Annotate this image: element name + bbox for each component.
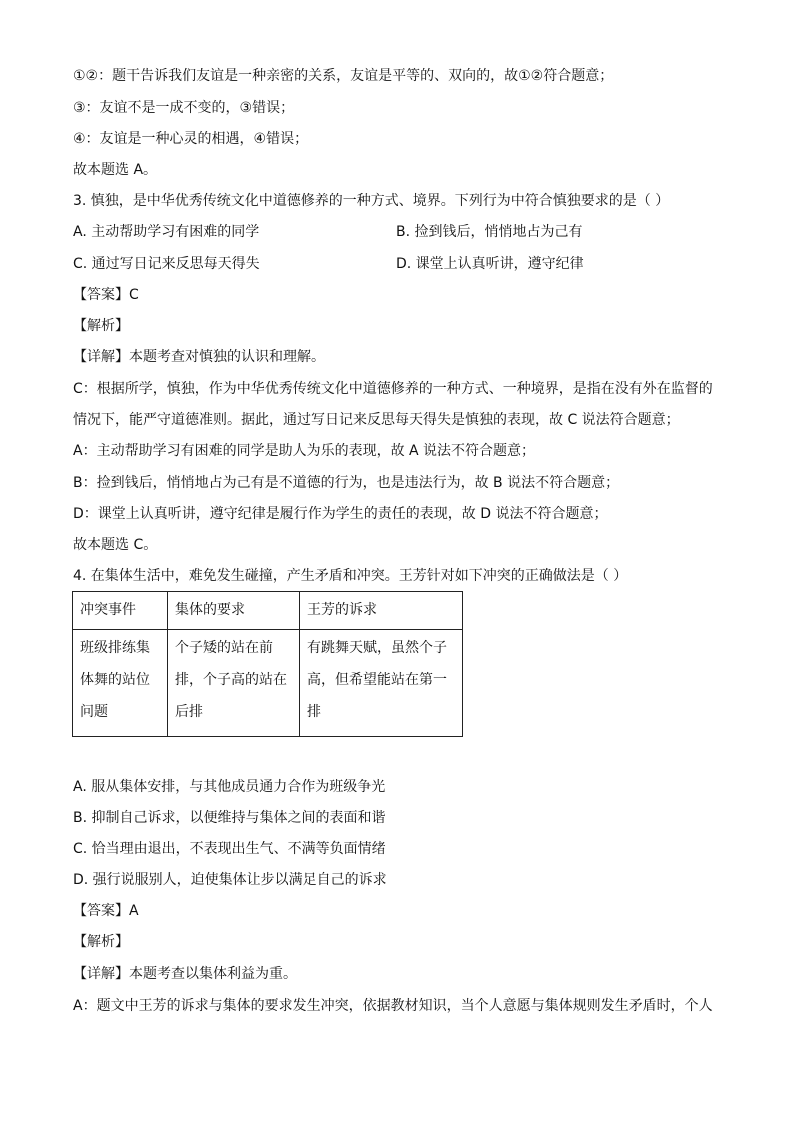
cell-line: 后排: [175, 704, 203, 720]
q3-option-d: D. 课堂上认真听讲，遵守纪律: [396, 256, 584, 272]
cell-line: 问题: [80, 704, 108, 720]
q4-analysis-label: 【解析】: [73, 934, 129, 950]
q4-answer: 【答案】A: [73, 903, 139, 919]
q3-option-b: B. 捡到钱后，悄悄地占为己有: [396, 224, 583, 240]
cell-line: 排，个子高的站在: [175, 672, 287, 688]
q3-explain-b: B：捡到钱后，悄悄地占为己有是不道德的行为，也是违法行为，故 B 说法不符合题意；: [73, 475, 620, 491]
table-header-row: [73, 592, 463, 630]
header-text: 王芳的诉求: [307, 602, 377, 618]
analysis-line: ③：友谊不是一成不变的，③错误；: [73, 100, 295, 116]
cell-line: 班级排练集: [80, 640, 150, 656]
cell-line: 个子矮的站在前: [175, 640, 273, 656]
table-header-cell: [168, 592, 300, 630]
cell-line: 排: [307, 704, 321, 720]
analysis-line: ①②：题干告诉我们友谊是一种亲密的关系，友谊是平等的、双向的，故①②符合题意；: [73, 68, 614, 84]
q4-explain-a: A：题文中王芳的诉求与集体的要求发生冲突，依据教材知识，当个人意愿与集体规则发生矛盾时，个人: [73, 998, 713, 1014]
q3-explain-d: D：课堂上认真听讲，遵守纪律是履行作为学生的责任的表现，故 D 说法不符合题意；: [73, 506, 608, 522]
cell-line: 有跳舞天赋，虽然个子: [307, 640, 447, 656]
header-text: 冲突事件: [80, 602, 136, 618]
cell-line: 体舞的站位: [80, 672, 150, 688]
cell-line: 高，但希望能站在第一: [307, 672, 447, 688]
q4-option-b: B. 抑制自己诉求，以便维持与集体之间的表面和谐: [73, 810, 386, 826]
q3-option-a: A. 主动帮助学习有困难的同学: [73, 224, 260, 240]
table-cell: [73, 630, 168, 737]
header-text: 集体的要求: [175, 602, 245, 618]
table-cell: [300, 630, 463, 737]
q3-detail: 【详解】本题考查对慎独的认识和理解。: [73, 349, 325, 365]
q3-option-c: C. 通过写日记来反思每天得失: [73, 256, 260, 272]
question-4-stem: 4. 在集体生活中，难免发生碰撞，产生矛盾和冲突。王芳针对如下冲突的正确做法是（ ）: [73, 568, 628, 584]
conclusion-line: 故本题选 A。: [73, 162, 158, 178]
q4-option-a: A. 服从集体安排，与其他成员通力合作为班级争光: [73, 779, 386, 795]
q4-option-c: C. 恰当理由退出，不表现出生气、不满等负面情绪: [73, 841, 386, 857]
q3-explain-c-cont: 情况下，能严守道德准则。据此，通过写日记来反思每天得失是慎独的表现，故 C 说法符合题意；: [73, 412, 680, 428]
q3-answer: 【答案】C: [73, 287, 139, 303]
q3-analysis-label: 【解析】: [73, 318, 129, 334]
q4-option-d: D. 强行说服别人，迫使集体让步以满足自己的诉求: [73, 872, 387, 888]
conflict-table: [72, 591, 463, 737]
analysis-line: ④：友谊是一种心灵的相遇，④错误；: [73, 131, 309, 147]
q3-conclusion: 故本题选 C。: [73, 537, 158, 553]
question-3-stem: 3. 慎独，是中华优秀传统文化中道德修养的一种方式、境界。下列行为中符合慎独要求的是（ ）: [73, 193, 670, 209]
table-header-cell: [300, 592, 463, 630]
q4-detail: 【详解】本题考查以集体利益为重。: [73, 966, 297, 982]
q3-explain-c: C：根据所学，慎独，作为中华优秀传统文化中道德修养的一种方式、一种境界，是指在没有外在监督的: [73, 381, 713, 397]
table-header-cell: [73, 592, 168, 630]
q3-explain-a: A：主动帮助学习有困难的同学是助人为乐的表现，故 A 说法不符合题意；: [73, 443, 536, 459]
table-row: [73, 630, 463, 737]
table-cell: [168, 630, 300, 737]
